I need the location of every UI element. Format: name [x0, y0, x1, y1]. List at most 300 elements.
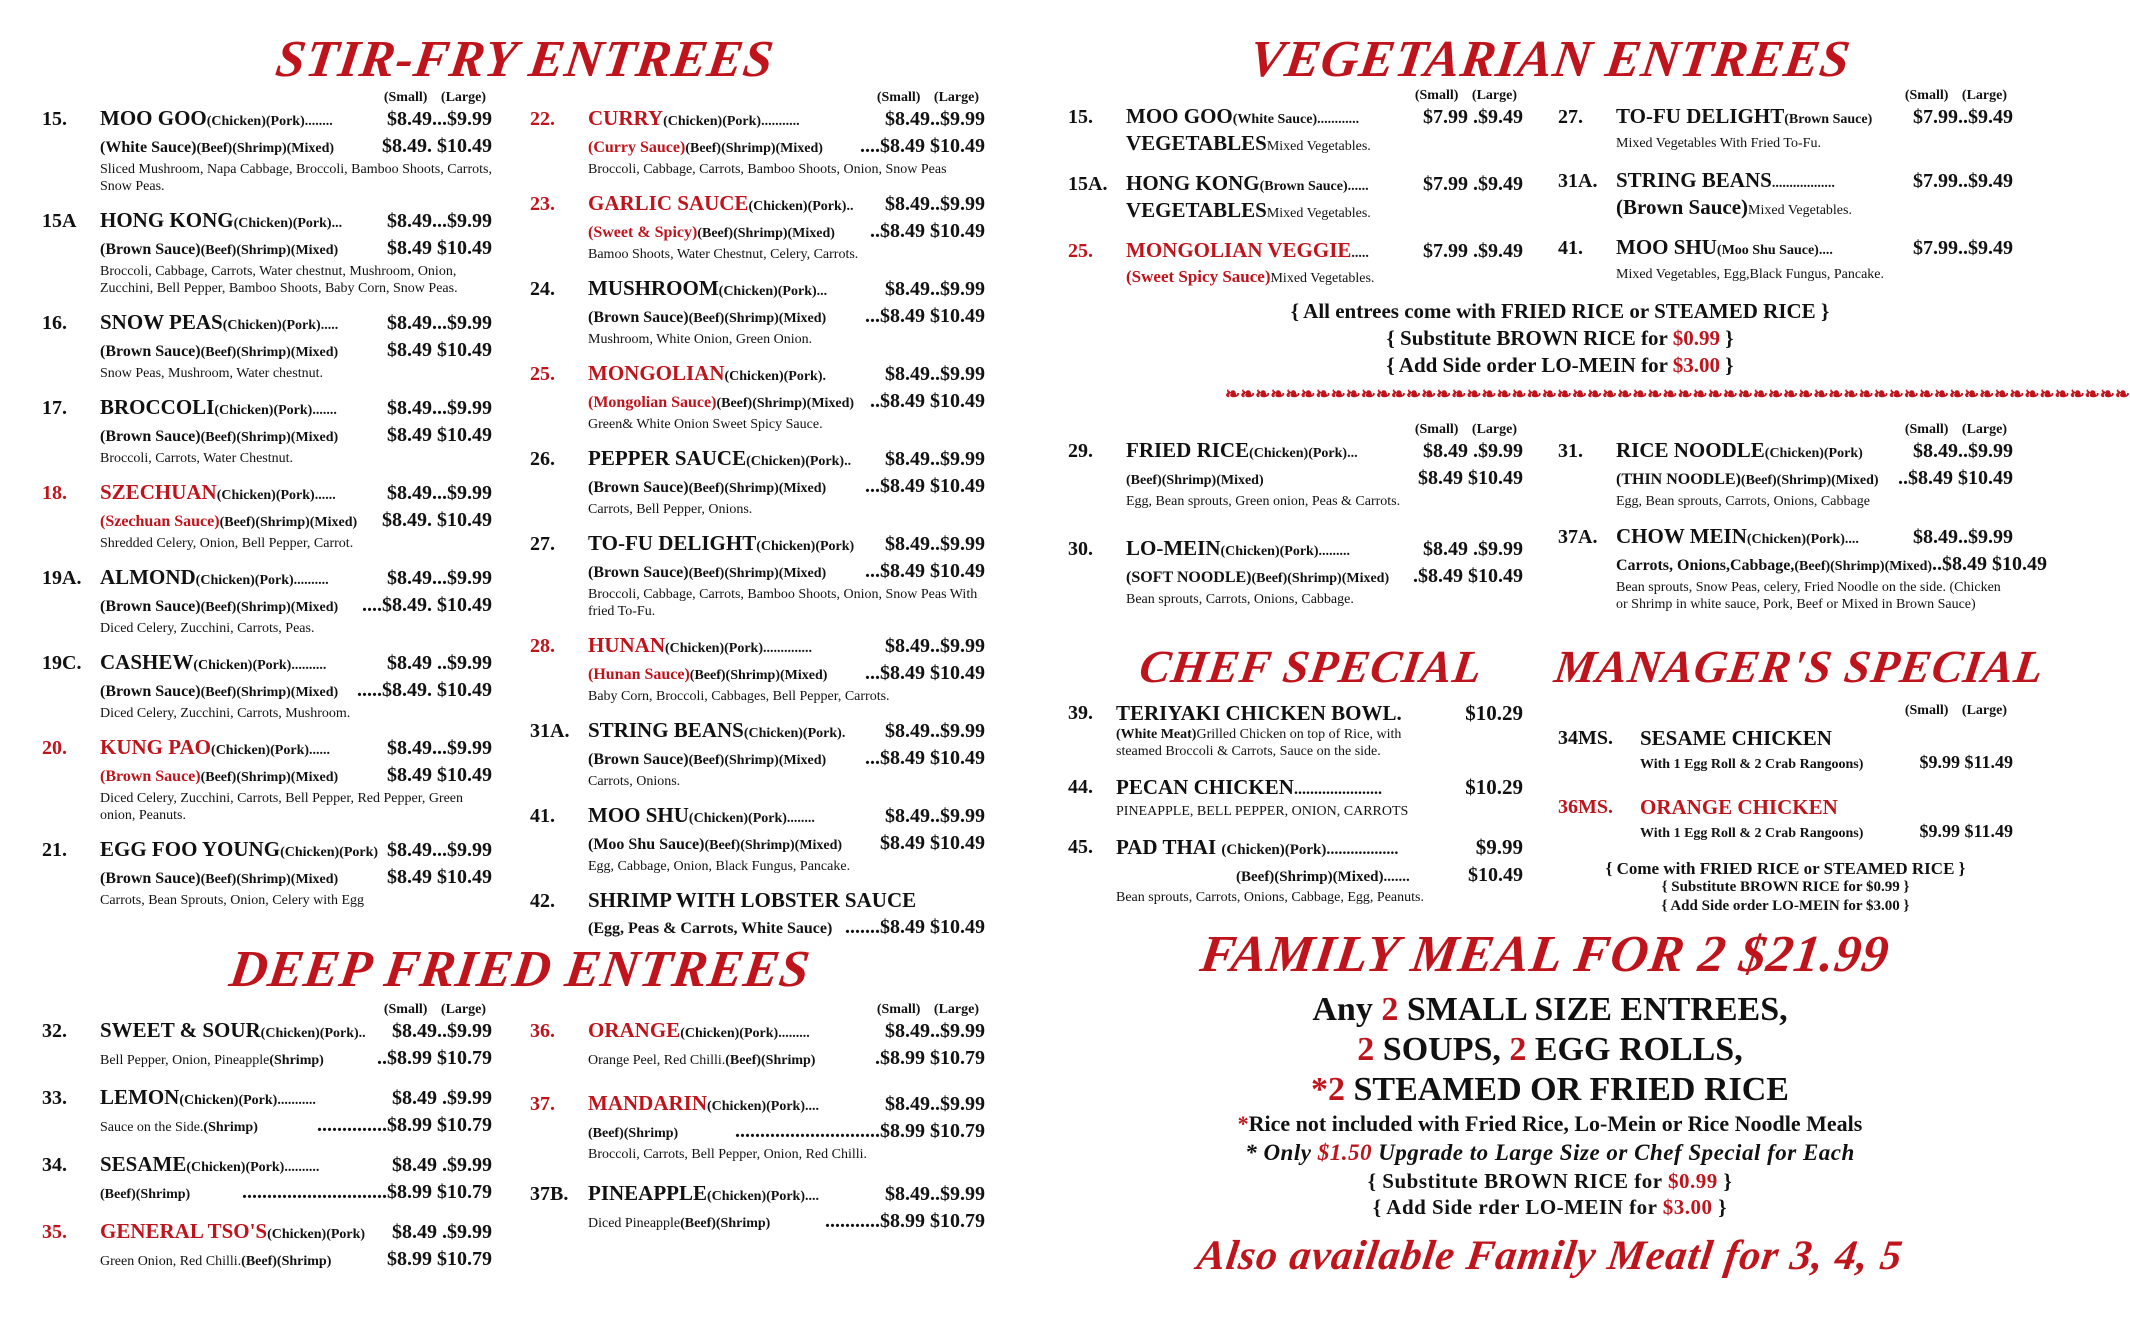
item-price: ...$8.49 $10.49: [865, 560, 985, 582]
item-number: 37.: [530, 1093, 555, 1115]
item-line: (Beef)(Shrimp) .............................$8.99 $10.79: [588, 1120, 985, 1142]
item-price: $7.99..$9.49: [1913, 170, 2013, 192]
item-number: 30.: [1068, 538, 1093, 560]
item-number: 25.: [1068, 240, 1093, 262]
item-price: $9.99: [1475, 835, 1523, 859]
item-line: CHOW MEIN(Chicken)(Pork).... $8.49..$9.99: [1616, 524, 2013, 548]
stir-fry-right-column: [530, 90, 985, 954]
item-name: SESAME: [100, 1152, 187, 1176]
manager-special-title: MANAGER'S SPECIAL: [1551, 641, 2048, 692]
item-line: (Curry Sauce)(Beef)(Shrimp)(Mixed) ....$8.49 $10.49: [588, 135, 985, 157]
item-name: PECAN CHICKEN: [1116, 775, 1294, 799]
item-price: $8.49. $10.49: [382, 509, 492, 531]
menu-item: [530, 276, 985, 348]
menu-item: 39. TERIYAKI CHICKEN BOWL. $10.29 (White Meat)Grilled Chicken on top of Rice, with steamed Broccoli & Carrots, Sauce on the side.: [1068, 701, 1523, 759]
item-number: 31A.: [1558, 170, 1598, 192]
item-line: MUSHROOM(Chicken)(Pork)... $8.49..$9.99: [588, 276, 985, 300]
vegetarian-title: VEGETARIAN ENTREES: [1245, 31, 1855, 88]
menu-item: 15A. HONG KONG(Brown Sauce)...... $7.99 .$9.49 VEGETABLESMixed Vegetables.: [1068, 171, 1523, 222]
item-line: STRING BEANS(Chicken)(Pork). $8.49..$9.99: [588, 718, 985, 742]
item-name: SNOW PEAS: [100, 310, 223, 334]
menu-item: [530, 191, 985, 263]
menu-item: [42, 1085, 492, 1140]
deep-fried-right-column: [530, 1002, 985, 1254]
item-name: MONGOLIAN VEGGIE: [1126, 238, 1352, 262]
item-number: 19A.: [42, 567, 82, 589]
item-description: Carrots, Bean Sprouts, Onion, Celery with Egg: [100, 893, 365, 908]
item-price: $7.99..$9.49: [1913, 106, 2013, 128]
family-meal-details: [1070, 990, 2030, 1220]
item-description: Green& White Onion Sweet Spicy Sauce.: [588, 417, 823, 432]
item-price: ..$8.49 $10.49: [870, 220, 985, 242]
item-price: ...$8.49 $10.49: [865, 747, 985, 769]
item-line: BROCCOLI(Chicken)(Pork)....... $8.49...$9.99: [100, 395, 492, 419]
item-name: PINEAPPLE: [588, 1181, 708, 1205]
menu-item: 41. MOO SHU(Moo Shu Sauce).... $7.99..$9.49 Mixed Vegetables, Egg,Black Fungus, Pancake.: [1558, 235, 2013, 282]
item-description: Carrots, Bell Pepper, Onions.: [588, 502, 753, 517]
item-name: GENERAL TSO'S: [100, 1219, 268, 1243]
size-header: (Small) (Large): [876, 90, 979, 105]
item-name: SZECHUAN: [100, 480, 217, 504]
item-name: SHRIMP WITH LOBSTER SAUCE: [588, 888, 917, 912]
item-name: HONG KONG: [1126, 171, 1260, 195]
item-name: PEPPER SAUCE: [588, 446, 747, 470]
item-number: 41.: [530, 805, 555, 827]
vegetarian-left-column: [1068, 88, 1523, 303]
menu-item: [530, 1181, 985, 1236]
item-name: ORANGE CHICKEN: [1640, 795, 1838, 819]
item-price: $8.49..$9.99: [885, 635, 985, 657]
family-line-entrees: Any 2 SMALL SIZE ENTREES,: [1312, 991, 1788, 1028]
menu-item: [42, 480, 492, 552]
item-number: 27.: [1558, 106, 1583, 128]
manager-notes: { Come with FRIED RICE or STEAMED RICE } { Substitute BROWN RICE for $0.99 } { Add Side order LO-MEIN for $3.00 }: [1605, 859, 1966, 914]
item-line: SESAME(Chicken)(Pork).......... $8.49 .$9.99: [100, 1152, 492, 1176]
item-name: ORANGE: [588, 1018, 681, 1042]
menu-item: [530, 446, 985, 518]
menu-item: [1068, 536, 1523, 608]
item-price: $8.49..$9.99: [885, 108, 985, 130]
menu-item: [530, 633, 985, 705]
item-price: ...$8.49 $10.49: [865, 475, 985, 497]
item-description: Broccoli, Carrots, Water Chestnut.: [100, 451, 294, 466]
item-price: .......$8.49 $10.49: [845, 916, 985, 938]
menu-item: 27. TO-FU DELIGHT(Brown Sauce) $7.99..$9.49 Mixed Vegetables With Fried To-Fu.: [1558, 104, 2013, 151]
item-number: 15.: [1068, 106, 1093, 128]
item-line: (Brown Sauce)(Beef)(Shrimp)(Mixed) ...$8.49 $10.49: [588, 305, 985, 327]
item-description: Sliced Mushroom, Napa Cabbage, Broccoli, Bamboo Shoots, Carrots, Snow Peas.: [100, 162, 492, 194]
item-description: Mixed Vegetables, Egg,Black Fungus, Pancake.: [1616, 267, 1885, 282]
item-name: SESAME CHICKEN: [1640, 726, 1832, 750]
family-line-rice: *2 STEAMED OR FRIED RICE: [1311, 1071, 1789, 1108]
item-number: 16.: [42, 312, 67, 334]
item-price: $8.49 .$9.99: [392, 1154, 492, 1176]
item-name: BROCCOLI: [100, 395, 215, 419]
item-price: ..$8.49 $10.49: [870, 390, 985, 412]
item-line: PEPPER SAUCE(Chicken)(Pork).. $8.49..$9.99: [588, 446, 985, 470]
item-description: Mixed Vegetables.: [1748, 203, 1852, 218]
menu-item: [1068, 438, 1523, 510]
item-price: .............................$8.99 $10.79: [242, 1181, 492, 1203]
item-name: GARLIC SAUCE: [588, 191, 749, 215]
item-description: Shredded Celery, Onion, Bell Pepper, Carrot.: [100, 536, 354, 551]
item-price: $8.49 $10.49: [387, 866, 492, 888]
item-price: .$8.49 $10.49: [1413, 565, 1523, 587]
item-number: 41.: [1558, 237, 1583, 259]
lo-mein-note: { Add Side order LO-MEIN for $3.00 }: [1386, 353, 1734, 377]
size-header: (Small) (Large): [876, 1002, 979, 1017]
ornament-divider: ❧❧❧❧❧❧❧❧❧❧❧❧❧❧❧❧❧❧❧❧❧❧❧❧❧❧❧❧❧❧❧❧❧❧❧❧❧❧❧❧❧❧❧❧❧❧❧❧❧❧❧❧❧❧❧❧❧❧❧❧: [1225, 384, 2130, 404]
item-price: $9.99 $11.49: [1919, 752, 2013, 772]
item-description: Mixed Vegetables.: [1266, 206, 1371, 221]
item-price: $8.49..$9.99: [885, 1020, 985, 1042]
item-price: ...$8.49 $10.49: [865, 305, 985, 327]
item-line: Diced Pineapple(Beef)(Shrimp) ...........$8.99 $10.79: [588, 1210, 985, 1232]
item-name: MANDARIN: [588, 1091, 707, 1115]
item-price: $10.29: [1465, 701, 1523, 725]
item-name: MOO SHU: [588, 803, 689, 827]
item-line: (Sweet & Spicy)(Beef)(Shrimp)(Mixed) ..$8.49 $10.49: [588, 220, 985, 242]
size-header: (Small) (Large): [1414, 422, 1517, 437]
item-line: MOO SHU(Chicken)(Pork)........ $8.49..$9.99: [588, 803, 985, 827]
item-description: Egg, Bean sprouts, Carrots, Onions, Cabbage: [1616, 494, 1870, 509]
item-price: $8.49..$9.99: [885, 805, 985, 827]
item-number: 19C.: [42, 652, 82, 674]
family-line-soups: 2 SOUPS, 2 EGG ROLLS,: [1357, 1031, 1743, 1068]
item-price: ....$8.49. $10.49: [362, 594, 492, 616]
rice-note-line: { All entrees come with FRIED RICE or STEAMED RICE }: [1290, 299, 1830, 323]
size-header: (Small) (Large): [1904, 88, 2007, 103]
family-meal-more: Also available Family Meatl for 3, 4, 5: [1194, 1233, 1906, 1279]
item-price: $7.99..$9.49: [1913, 237, 2013, 259]
brown-rice-note: { Substitute BROWN RICE for $0.99 }: [1386, 326, 1734, 350]
item-line: GARLIC SAUCE(Chicken)(Pork).. $8.49..$9.99: [588, 191, 985, 215]
menu-item: 15. MOO GOO(White Sauce)............ $7.99 .$9.49 VEGETABLESMixed Vegetables.: [1068, 104, 1523, 155]
item-line: (Mongolian Sauce)(Beef)(Shrimp)(Mixed) ..$8.49 $10.49: [588, 390, 985, 412]
stir-fry-title: STIR-FRY ENTREES: [272, 31, 778, 88]
item-price: $8.49 .$9.99: [1423, 440, 1523, 462]
menu-item: [42, 208, 492, 297]
item-price: ...........$8.99 $10.79: [825, 1210, 985, 1232]
size-header: (Small) (Large): [383, 1002, 486, 1017]
item-line: (THIN NOODLE)(Beef)(Shrimp)(Mixed) ..$8.49 $10.49: [1616, 467, 2013, 489]
item-line: (Szechuan Sauce)(Beef)(Shrimp)(Mixed) $8.49. $10.49: [100, 509, 492, 531]
item-number: 31.: [1558, 440, 1583, 462]
item-line: MONGOLIAN(Chicken)(Pork). $8.49..$9.99: [588, 361, 985, 385]
item-price: $8.49..$9.99: [885, 448, 985, 470]
item-line: HUNAN(Chicken)(Pork).............. $8.49..$9.99: [588, 633, 985, 657]
item-line: [588, 888, 985, 915]
item-line: (Hunan Sauce)(Beef)(Shrimp)(Mixed) ...$8.49 $10.49: [588, 662, 985, 684]
item-line: (Brown Sauce)(Beef)(Shrimp)(Mixed) ....$8.49. $10.49: [100, 594, 492, 616]
item-number: 25.: [530, 363, 555, 385]
item-number: 24.: [530, 278, 555, 300]
item-line: (Moo Shu Sauce)(Beef)(Shrimp)(Mixed) $8.49 $10.49: [588, 832, 985, 854]
manager-special-list: [1558, 703, 2013, 916]
menu-item: 36MS. ORANGE CHICKEN With 1 Egg Roll & 2 Crab Rangoons) $9.99 $11.49: [1558, 795, 2013, 841]
item-number: 18.: [42, 482, 67, 504]
item-name: CASHEW: [100, 650, 194, 674]
item-description: Mixed Vegetables.: [1270, 271, 1375, 286]
item-line: SZECHUAN(Chicken)(Pork)...... $8.49...$9.99: [100, 480, 492, 504]
item-line: Bell Pepper, Onion, Pineapple(Shrimp) ..$8.99 $10.79: [100, 1047, 492, 1069]
item-description: Diced Celery, Zucchini, Carrots, Peas.: [100, 621, 315, 636]
item-price: ..$8.49 $10.49: [1932, 553, 2048, 575]
item-line: (Brown Sauce)(Beef)(Shrimp)(Mixed) $8.49 $10.49: [100, 424, 492, 446]
menu-item: [530, 106, 985, 178]
item-line: (Brown Sauce)(Beef)(Shrimp)(Mixed) $8.49 $10.49: [100, 339, 492, 361]
menu-item: [42, 1152, 492, 1207]
item-number: 37A.: [1558, 526, 1598, 548]
item-line: CASHEW(Chicken)(Pork).......... $8.49 ..$9.99: [100, 650, 492, 674]
item-number: 15A.: [1068, 173, 1108, 195]
item-price: $8.49 $10.49: [387, 339, 492, 361]
item-number: 32.: [42, 1020, 67, 1042]
item-price: $8.49 $10.49: [387, 764, 492, 786]
item-line: (Beef)(Shrimp)(Mixed) $8.49 $10.49: [1126, 467, 1523, 489]
family-line-upgrade: * Only $1.50 Upgrade to Large Size or Chef Special for Each: [1245, 1140, 1855, 1165]
item-line: (Brown Sauce)(Beef)(Shrimp)(Mixed) $8.49 $10.49: [100, 764, 492, 786]
vegetarian-right-column: [1558, 88, 2013, 299]
item-name: MUSHROOM: [588, 276, 719, 300]
item-name: TO-FU DELIGHT: [1616, 104, 1785, 128]
item-line: Orange Peel, Red Chilli.(Beef)(Shrimp) .$8.99 $10.79: [588, 1047, 985, 1069]
item-price: $8.49 $10.49: [880, 832, 985, 854]
item-name: MOO SHU: [1616, 235, 1717, 259]
item-number: 28.: [530, 635, 555, 657]
menu-item: [530, 1091, 985, 1163]
size-header: (Small) (Large): [1904, 703, 2007, 718]
item-description: Bean sprouts, Carrots, Onions, Cabbage.: [1126, 592, 1354, 607]
item-name: EGG FOO YOUNG: [100, 837, 281, 861]
family-line-lo-mein: { Add Side rder LO-MEIN for $3.00 }: [1372, 1195, 1728, 1219]
item-name: STRING BEANS: [1616, 168, 1772, 192]
item-name: MOO GOO: [1126, 104, 1233, 128]
item-number: 15A: [42, 210, 77, 232]
deep-fried-left-column: [42, 1002, 492, 1286]
item-description: Bean sprouts, Snow Peas, celery, Fried Noodle on the side. (Chicken or Shrimp in white sauce, Pork, Beef or Mixed in Brown Sauce): [1616, 580, 2001, 612]
noodle-left-column: [1068, 422, 1523, 634]
item-name: RICE NOODLE: [1616, 438, 1765, 462]
item-line: CURRY(Chicken)(Pork)........... $8.49..$9.99: [588, 106, 985, 130]
menu-item: [42, 395, 492, 467]
item-description: Mushroom, White Onion, Green Onion.: [588, 332, 813, 347]
item-name: MONGOLIAN: [588, 361, 725, 385]
item-price: $8.49 $10.49: [387, 237, 492, 259]
item-price: $8.49..$9.99: [885, 1183, 985, 1205]
item-line: MOO GOO(Chicken)(Pork)........ $8.49...$9.99: [100, 106, 492, 130]
item-price: $8.49 .$9.99: [1423, 538, 1523, 560]
stir-fry-left-column: [42, 90, 492, 922]
item-description: Diced Celery, Zucchini, Carrots, Mushroom.: [100, 706, 351, 721]
item-line: Carrots, Onions,Cabbage,(Beef)(Shrimp)(Mixed) ..$8.49 $10.49: [1616, 553, 2048, 575]
item-line: (Brown Sauce)(Beef)(Shrimp)(Mixed) ...$8.49 $10.49: [588, 747, 985, 769]
item-line: (Brown Sauce)(Beef)(Shrimp)(Mixed) ...$8.49 $10.49: [588, 560, 985, 582]
item-line: FRIED RICE(Chicken)(Pork)... $8.49 .$9.99: [1126, 438, 1523, 462]
item-price: $8.49..$9.99: [885, 278, 985, 300]
item-price: $8.49..$9.99: [1913, 526, 2013, 548]
item-number: 20.: [42, 737, 67, 759]
item-price: $8.49..$9.99: [885, 720, 985, 742]
item-description: Broccoli, Carrots, Bell Pepper, Onion, Red Chilli.: [588, 1147, 868, 1162]
item-number: 26.: [530, 448, 555, 470]
menu-item: 44. PECAN CHICKEN...................... $10.29 PINEAPPLE, BELL PEPPER, ONION, CARROTS: [1068, 775, 1523, 819]
item-price: $8.49 ..$9.99: [387, 652, 492, 674]
item-number: 23.: [530, 193, 555, 215]
item-name: CURRY: [588, 106, 664, 130]
menu-item: 25. MONGOLIAN VEGGIE..... $7.99 .$9.49 (Sweet Spicy Sauce)Mixed Vegetables.: [1068, 238, 1523, 286]
rice-notes: [1110, 298, 2010, 379]
item-description: Broccoli, Cabbage, Carrots, Water chestnut, Mushroom, Onion, Zucchini, Bell Pepper, Bamboo Shoots, Baby Corn, Snow Peas.: [100, 264, 458, 296]
item-description: Broccoli, Cabbage, Carrots, Bamboo Shoots, Onion, Snow Peas With fried To-Fu.: [588, 587, 978, 619]
item-price: $8.49...$9.99: [387, 397, 492, 419]
item-price: $8.49 .$9.99: [392, 1221, 492, 1243]
item-line: Green Onion, Red Chilli.(Beef)(Shrimp) $8.99 $10.79: [100, 1248, 492, 1270]
menu-item: [42, 650, 492, 722]
item-line: ORANGE(Chicken)(Pork)......... $8.49..$9.99: [588, 1018, 985, 1042]
menu-item: [530, 718, 985, 790]
item-description: Mixed Vegetables.: [1266, 139, 1371, 154]
item-number: 33.: [42, 1087, 67, 1109]
item-number: 42.: [530, 890, 555, 912]
item-line: RICE NOODLE(Chicken)(Pork) $8.49..$9.99: [1616, 438, 2013, 462]
menu-item: [42, 106, 492, 195]
item-number: 22.: [530, 108, 555, 130]
item-line: (Egg, Peas & Carrots, White Sauce) .......$8.49 $10.49: [588, 916, 985, 938]
item-price: $8.49...$9.99: [387, 567, 492, 589]
size-header: (Small) (Large): [1414, 88, 1517, 103]
item-description: Snow Peas, Mushroom, Water chestnut.: [100, 366, 323, 381]
item-description: Bamoo Shoots, Water Chestnut, Celery, Carrots.: [588, 247, 859, 262]
item-line: KUNG PAO(Chicken)(Pork)...... $8.49...$9.99: [100, 735, 492, 759]
item-number: 17.: [42, 397, 67, 419]
item-line: HONG KONG(Chicken)(Pork)... $8.49...$9.99: [100, 208, 492, 232]
item-price: $7.99 .$9.49: [1423, 106, 1523, 128]
item-description: Carrots, Onions.: [588, 774, 681, 789]
menu-item: [42, 1219, 492, 1274]
menu-item: [530, 888, 985, 941]
family-meal-title: FAMILY MEAL FOR 2 $21.99: [1196, 926, 1894, 983]
menu-item: [42, 1018, 492, 1073]
menu-item: 45. PAD THAI (Chicken)(Pork).................. $9.99 (Beef)(Shrimp)(Mixed)....... $10.49 Bean sprouts, Carrots, Onions, Cabbage, Egg, Peanuts.: [1068, 835, 1523, 905]
item-number: 31A.: [530, 720, 570, 742]
item-line: TO-FU DELIGHT(Chicken)(Pork) $8.49..$9.99: [588, 531, 985, 555]
item-line: (White Sauce)(Beef)(Shrimp)(Mixed) $8.49. $10.49: [100, 135, 492, 157]
item-line: Sauce on the Side.(Shrimp) ..............$8.99 $10.79: [100, 1114, 492, 1136]
item-name: ALMOND: [100, 565, 196, 589]
item-price: .....$8.49. $10.49: [357, 679, 492, 701]
item-description: Baby Corn, Broccoli, Cabbages, Bell Pepper, Carrots.: [588, 689, 890, 704]
item-name: HUNAN: [588, 633, 665, 657]
menu-item: [42, 310, 492, 382]
item-line: LO-MEIN(Chicken)(Pork)......... $8.49 .$9.99: [1126, 536, 1523, 560]
item-description: Mixed Vegetables With Fried To-Fu.: [1616, 136, 1821, 151]
item-price: $9.99 $11.49: [1919, 821, 2013, 841]
noodle-right-column: [1558, 422, 2048, 627]
menu-item: [1558, 438, 2013, 510]
item-name: TO-FU DELIGHT: [588, 531, 757, 555]
item-line: SWEET & SOUR(Chicken)(Pork).. $8.49..$9.99: [100, 1018, 492, 1042]
item-line: MANDARIN(Chicken)(Pork).... $8.49..$9.99: [588, 1091, 985, 1115]
chef-special-list: [1068, 700, 1523, 919]
item-price: ....$8.49 $10.49: [860, 135, 985, 157]
menu-item: [1558, 524, 2048, 613]
item-line: SNOW PEAS(Chicken)(Pork)..... $8.49...$9.99: [100, 310, 492, 334]
menu-item: 34MS. SESAME CHICKEN With 1 Egg Roll & 2 Crab Rangoons) $9.99 $11.49: [1558, 726, 2013, 772]
menu-item: [42, 565, 492, 637]
item-price: $8.99 $10.79: [387, 1248, 492, 1270]
item-price: $8.49...$9.99: [387, 839, 492, 861]
item-price: $8.49..$9.99: [1913, 440, 2013, 462]
item-line: GENERAL TSO'S(Chicken)(Pork) $8.49 .$9.99: [100, 1219, 492, 1243]
family-line-brown-rice: { Substitute BROWN RICE for $0.99 }: [1367, 1169, 1733, 1193]
item-line: (Brown Sauce)(Beef)(Shrimp)(Mixed) $8.49 $10.49: [100, 866, 492, 888]
item-line: (Brown Sauce)(Beef)(Shrimp)(Mixed) ...$8.49 $10.49: [588, 475, 985, 497]
item-number: 37B.: [530, 1183, 569, 1205]
menu-item: [530, 1018, 985, 1073]
item-price: ..............$8.99 $10.79: [317, 1114, 492, 1136]
item-price: $8.49..$9.99: [392, 1020, 492, 1042]
item-price: $8.49. $10.49: [382, 135, 492, 157]
item-name: STRING BEANS: [588, 718, 744, 742]
item-name: HONG KONG: [100, 208, 234, 232]
item-description: Egg, Bean sprouts, Green onion, Peas & Carrots.: [1126, 494, 1401, 509]
item-name: SWEET & SOUR: [100, 1018, 261, 1042]
item-price: $10.29: [1465, 775, 1523, 799]
item-line: (Brown Sauce)(Beef)(Shrimp)(Mixed) $8.49 $10.49: [100, 237, 492, 259]
item-price: $8.49..$9.99: [885, 363, 985, 385]
item-price: $8.49 $10.49: [1418, 467, 1523, 489]
item-price: $8.49..$9.99: [885, 533, 985, 555]
item-price: .............................$8.99 $10.79: [735, 1120, 985, 1142]
item-price: $8.49 .$9.99: [392, 1087, 492, 1109]
item-price: .$8.99 $10.79: [875, 1047, 985, 1069]
item-price: ...$8.49 $10.49: [865, 662, 985, 684]
menu-item: [530, 803, 985, 875]
item-price: $8.49..$9.99: [885, 193, 985, 215]
item-number: 35.: [42, 1221, 67, 1243]
family-line-rice-note: *Rice not included with Fried Rice, Lo-Mein or Rice Noodle Meals: [1237, 1111, 1863, 1136]
item-price: $8.49..$9.99: [885, 1093, 985, 1115]
item-name: PAD THAI: [1116, 835, 1217, 859]
item-name: MOO GOO: [100, 106, 207, 130]
item-line: ALMOND(Chicken)(Pork).......... $8.49...$9.99: [100, 565, 492, 589]
deep-fried-title: DEEP FRIED ENTREES: [226, 941, 814, 998]
item-number: 34.: [42, 1154, 67, 1176]
item-name: TERIYAKI CHICKEN BOWL.: [1116, 701, 1402, 725]
item-price: $8.49...$9.99: [387, 108, 492, 130]
item-name: FRIED RICE: [1126, 438, 1250, 462]
item-description: Egg, Cabbage, Onion, Black Fungus, Pancake.: [588, 859, 851, 874]
menu-item: [530, 531, 985, 620]
item-description: Diced Celery, Zucchini, Carrots, Bell Pepper, Red Pepper, Green onion, Peanuts.: [100, 791, 464, 823]
item-price: ..$8.49 $10.49: [1898, 467, 2013, 489]
item-name: CHOW MEIN: [1616, 524, 1747, 548]
item-price: $8.49...$9.99: [387, 210, 492, 232]
item-number: 29.: [1068, 440, 1093, 462]
item-line: (Brown Sauce)(Beef)(Shrimp)(Mixed) .....$8.49. $10.49: [100, 679, 492, 701]
item-line: PINEAPPLE(Chicken)(Pork).... $8.49..$9.99: [588, 1181, 985, 1205]
item-number: 27.: [530, 533, 555, 555]
item-price: $7.99 .$9.49: [1423, 240, 1523, 262]
item-description: Broccoli, Cabbage, Carrots, Bamboo Shoots, Onion, Snow Peas: [588, 162, 947, 177]
item-price: $8.49 $10.49: [387, 424, 492, 446]
item-name: KUNG PAO: [100, 735, 212, 759]
item-line: EGG FOO YOUNG(Chicken)(Pork) $8.49...$9.99: [100, 837, 492, 861]
menu-item: 31A. STRING BEANS.................. $7.99..$9.49 (Brown Sauce)Mixed Vegetables.: [1558, 168, 2013, 219]
menu-item: [42, 735, 492, 824]
menu-item: [42, 837, 492, 909]
